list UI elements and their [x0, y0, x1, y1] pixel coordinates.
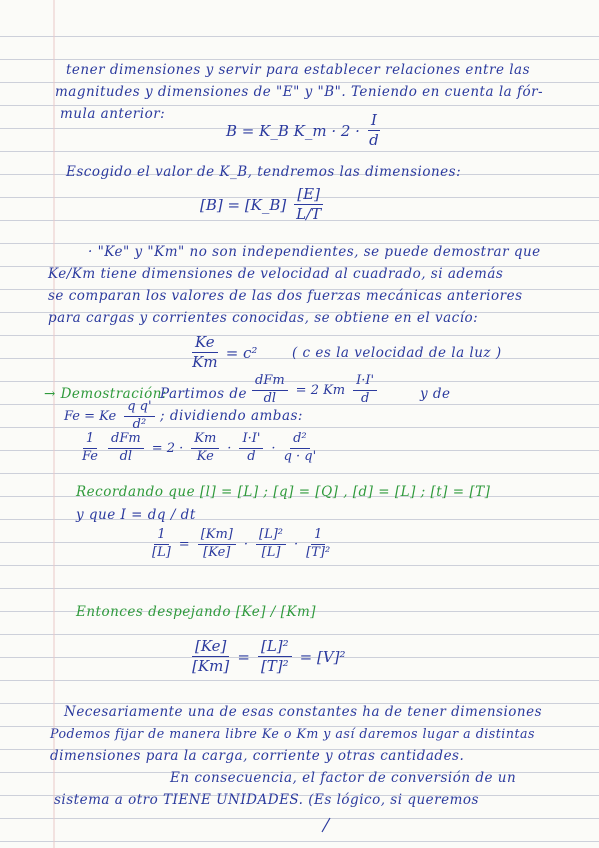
text-line-17: dimensiones para la carga, corriente y otras cantidades.	[50, 748, 465, 764]
text-line-16: Podemos fijar de manera libre Ke o Km y así daremos lugar a distintas	[50, 726, 535, 741]
ratio-frac-c-den: Ke	[196, 448, 214, 464]
text-line-8: para cargas y corrientes conocidas, se obtiene en el vacío:	[48, 310, 479, 326]
text-line-4: Escogido el valor de K_B, tendremos las dimensiones:	[66, 164, 462, 180]
demonstration-partimos: Partimos de	[160, 386, 248, 402]
text-line-15: Necesariamente una de esas constantes ha de tener dimensiones	[64, 704, 543, 720]
ratio-frac-a-num: 1	[83, 432, 97, 449]
formula-dfm-fraction2	[353, 374, 377, 407]
dim1-frac-b	[198, 528, 236, 561]
formula-b-den: d	[369, 131, 379, 150]
dim1-frac-a-den: [L]	[152, 544, 171, 560]
formula-b-fraction	[368, 112, 380, 150]
dim1-frac-a	[152, 528, 171, 561]
recall-line: Recordando que [l] = [L] ; [q] = [Q] , [d] = [L] ; [t] = [T]	[76, 484, 491, 500]
dim1-dot-2: ·	[294, 536, 299, 552]
ratio-frac-d-num: I·I'	[239, 432, 263, 449]
formula-fe-lhs: Fe = Ke	[64, 408, 117, 424]
dim1-frac-c	[256, 528, 286, 561]
formula-b-dim-den: L/T	[296, 205, 322, 224]
formula-velocity-squared	[190, 638, 346, 676]
ratio-frac-e-den: q · q'	[283, 448, 317, 464]
ratio-frac-c	[191, 432, 219, 465]
ratio-frac-b-den: dl	[119, 448, 133, 464]
ratio-frac-b-num: dFm	[108, 432, 144, 449]
vel-frac-b-den: [T]²	[260, 657, 289, 676]
formula-ke-km-den: Km	[192, 353, 218, 372]
formula-fe-fraction	[124, 400, 154, 433]
formula-ratio	[80, 432, 318, 465]
dim1-frac-a-num: 1	[154, 528, 168, 545]
text-line-3: mula anterior:	[60, 106, 166, 122]
ratio-frac-e-num: d²	[290, 432, 310, 449]
text-line-1: tener dimensiones y servir para establecer relaciones entre las	[66, 62, 531, 78]
formula-b-dim-num: [E]	[294, 186, 323, 205]
formula-ke-km-fraction	[192, 334, 218, 372]
formula-fe-num: q q'	[124, 400, 154, 417]
ratio-dot-2: ·	[271, 440, 276, 456]
formula-dfm-num2: I·I'	[353, 374, 377, 391]
vel-frac-a	[192, 638, 229, 676]
formula-b-field	[226, 112, 382, 150]
formula-b-dim-lhs: [B] = [K_B]	[200, 195, 287, 214]
formula-dfm-num: dFm	[252, 374, 288, 391]
dim1-frac-c-den: [L]	[261, 544, 281, 560]
demonstration-heading: → Demostración:	[44, 386, 167, 402]
text-line-19: sistema a otro TIENE UNIDADES. (Es lógico, si queremos	[54, 792, 479, 808]
dim1-dot-1: ·	[243, 536, 249, 552]
current-definition: y que I = dq / dt	[76, 507, 196, 523]
formula-b-num: I	[368, 112, 380, 131]
formula-dfm-den: dl	[263, 390, 277, 406]
formula-dfm-fraction	[252, 374, 288, 407]
formula-b-lhs: B = K_B K_m · 2 ·	[226, 121, 360, 140]
vel-frac-b	[258, 638, 292, 676]
vel-frac-a-den: [Km]	[192, 657, 230, 676]
ratio-frac-d-den: d	[247, 448, 256, 464]
vel-frac-b-num: [L]²	[258, 638, 292, 657]
formula-b-dim-fraction	[294, 186, 323, 224]
formula-ke-km-num: Ke	[192, 334, 218, 353]
dim1-frac-b-den: [Ke]	[203, 544, 231, 560]
text-line-6: Ke/Km tiene dimensiones de velocidad al cuadrado, si además	[48, 266, 504, 282]
ratio-frac-d	[239, 432, 263, 465]
dim1-frac-d-num: 1	[311, 528, 325, 545]
text-line-5: · "Ke" y "Km" no son independientes, se puede demostrar que	[88, 244, 541, 260]
formula-fe	[64, 400, 157, 433]
ratio-frac-b	[108, 432, 144, 465]
vel-rhs: = [V]²	[299, 647, 346, 666]
text-line-2: magnitudes y dimensiones de "E" y "B". Teniendo en cuenta la fór-	[55, 84, 544, 100]
vel-eq: =	[237, 647, 250, 666]
formula-ke-km-rhs: = c²	[225, 343, 258, 362]
ratio-frac-c-num: Km	[191, 432, 219, 449]
ratio-frac-e	[284, 432, 317, 465]
formula-b-dimensions	[200, 186, 325, 224]
ratio-frac-a	[82, 432, 98, 465]
then-solving: Entonces despejando [Ke] / [Km]	[76, 604, 317, 620]
ratio-frac-a-den: Fe	[82, 448, 99, 464]
dim1-frac-b-num: [Km]	[198, 528, 236, 545]
ratio-eq: = 2 ·	[151, 440, 184, 456]
formula-ke-km	[190, 334, 257, 372]
text-line-7: se comparan los valores de las dos fuerzas mecánicas anteriores	[48, 288, 523, 304]
formula-dim-1	[150, 528, 332, 561]
demonstration-y-de: y de	[420, 386, 451, 402]
dim1-eq: =	[178, 536, 190, 552]
dividing-text: ; dividiendo ambas:	[160, 408, 303, 424]
formula-dfm-mid: = 2 Km	[295, 382, 346, 398]
formula-dfm-dl	[250, 374, 379, 407]
text-line-18: En consecuencia, el factor de conversión de un	[170, 770, 517, 786]
dim1-frac-d	[306, 528, 330, 561]
formula-dfm-den2: d	[360, 390, 370, 406]
vel-frac-a-num: [Ke]	[192, 638, 229, 657]
light-speed-note: ( c es la velocidad de la luz )	[292, 345, 502, 361]
pen-mark	[322, 818, 330, 832]
formula-fe-den: d²	[132, 416, 147, 432]
dim1-frac-c-num: [L]²	[256, 528, 286, 545]
dim1-frac-d-den: [T]²	[306, 544, 331, 560]
ratio-dot-1: ·	[227, 440, 232, 456]
